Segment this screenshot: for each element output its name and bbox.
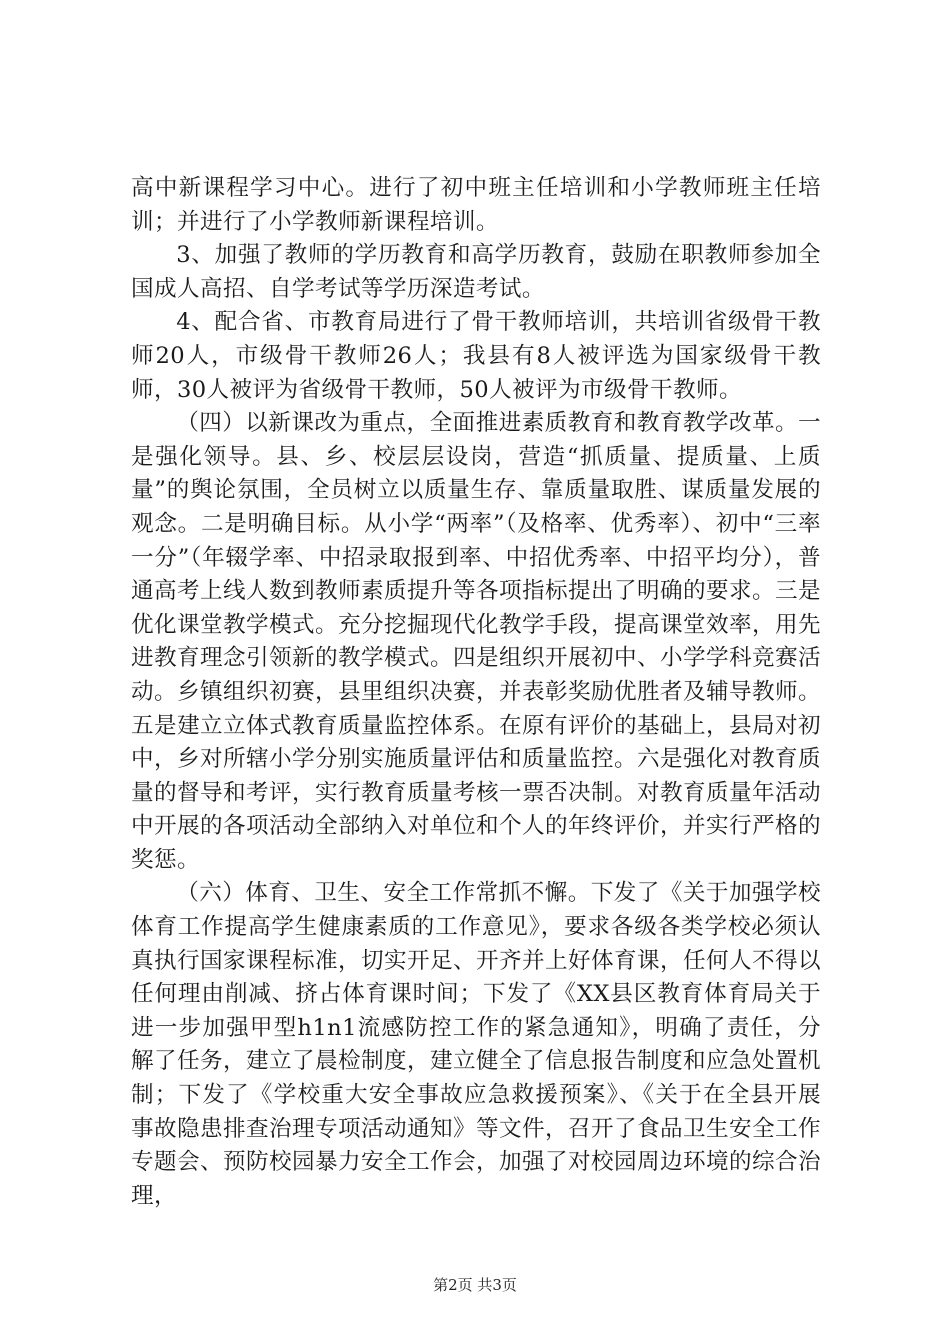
paragraph-item-3: 3、加强了教师的学历教育和高学历教育，鼓励在职教师参加全国成人高招、自学考试等学历深造考试。 xyxy=(131,242,821,302)
paragraph-section-4: （四）以新课改为重点，全面推进素质教育和教育教学改革。一是强化领导。县、乡、校层层设岗，营造“抓质量、提质量、上质量”的舆论氛围，全员树立以质量生存、靠质量取胜、谋质量发展的观念。二是明确目标。从小学“两率”（及格率、优秀率）、初中“三率一分”（年辍学率、中招录取报到率、中招优秀率、中招平均分），普通高考上线人数到教师素质提升等各项指标提出了明确的要求。三是优化课堂教学模式。充分挖掘现代化教学手段，提高课堂效率，用先进教育理念引领新的教学模式。四是组织开展初中、小学学科竞赛活动。乡镇组织初赛，县里组织决赛，并表彰奖励优胜者及辅导教师。五是建立立体式教育质量监控体系。在原有评价的基础上，县局对初中，乡对所辖小学分别实施质量评估和质量监控。六是强化对教育质量的督导和考评，实行教育质量考核一票否决制。对教育质量年活动中开展的各项活动全部纳入对单位和个人的年终评价，并实行严格的奖惩。 xyxy=(131,410,821,873)
document-body xyxy=(131,172,821,1213)
paragraph-item-4: 4、配合省、市教育局进行了骨干教师培训，共培训省级骨干教师20人，市级骨干教师26人；我县有8人被评选为国家级骨干教师，30人被评为省级骨干教师，50人被评为市级骨干教师。 xyxy=(131,309,821,403)
page-number-footer: 第2页 共3页 xyxy=(433,1276,517,1294)
paragraph-continuation: 高中新课程学习中心。进行了初中班主任培训和小学教师班主任培训；并进行了小学教师新课程培训。 xyxy=(131,175,821,235)
paragraph-section-6: （六）体育、卫生、安全工作常抓不懈。下发了《关于加强学校体育工作提高学生健康素质的工作意见》，要求各级各类学校必须认真执行国家课程标准，切实开足、开齐并上好体育课，任何人不得以任何理由削减、挤占体育课时间；下发了《XX县区教育体育局关于进一步加强甲型h1n1流感防控工作的紧急通知》，明确了责任，分解了任务，建立了晨检制度，建立健全了信息报告制度和应急处置机制；下发了《学校重大安全事故应急救援预案》、《关于在全县开展事故隐患排查治理专项活动通知》等文件，召开了食品卫生安全工作专题会、预防校园暴力安全工作会，加强了对校园周边环境的综合治理， xyxy=(131,880,821,1209)
